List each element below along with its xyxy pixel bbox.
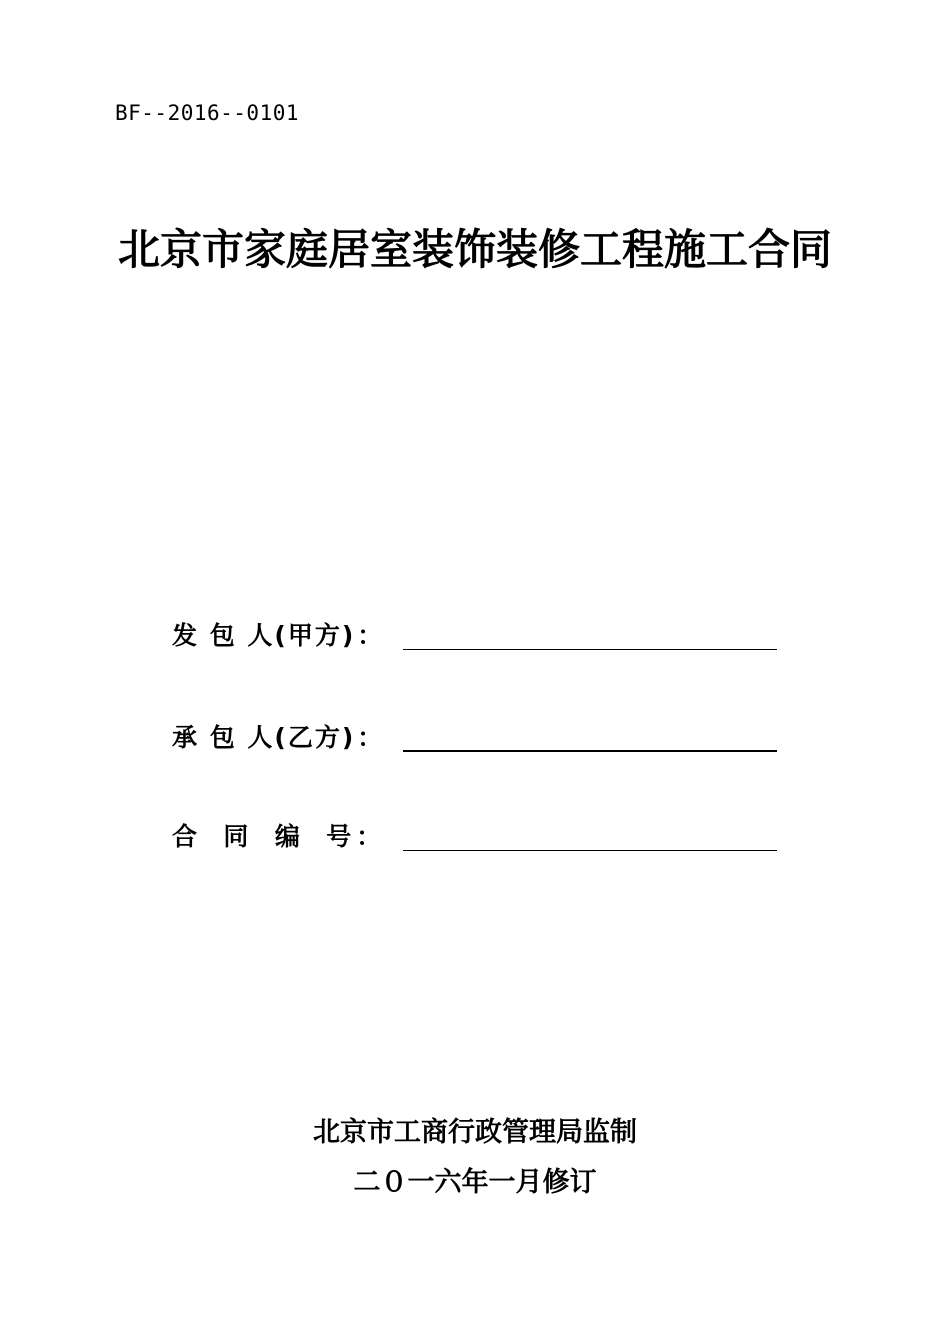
party-a-label-text: 发 包 人(甲方): [172, 621, 356, 650]
contract-number-label-colon: ：: [356, 822, 382, 851]
field-row-party-a: [172, 614, 778, 654]
party-b-input-line[interactable]: [403, 732, 777, 752]
contract-number-label-text: 合 同 编 号: [172, 822, 355, 851]
party-a-input-line[interactable]: [403, 631, 777, 650]
party-a-label: [172, 620, 404, 652]
document-code: BF--2016--0101: [115, 101, 300, 125]
party-a-label-colon: ：: [357, 621, 383, 650]
revision-line: 二０一六年一月修订: [353, 1167, 597, 1198]
party-b-label: [172, 722, 404, 754]
contract-number-label: [172, 821, 404, 853]
contract-number-input-line[interactable]: [403, 832, 777, 851]
field-row-contract-number: [172, 815, 778, 855]
party-b-label-text: 承 包 人(乙方): [172, 723, 356, 752]
field-row-party-b: [172, 716, 778, 756]
document-title: 北京市家庭居室装饰装修工程施工合同: [117, 225, 832, 274]
party-b-label-colon: ：: [357, 723, 383, 752]
issuer-line: 北京市工商行政管理局监制: [313, 1117, 637, 1148]
